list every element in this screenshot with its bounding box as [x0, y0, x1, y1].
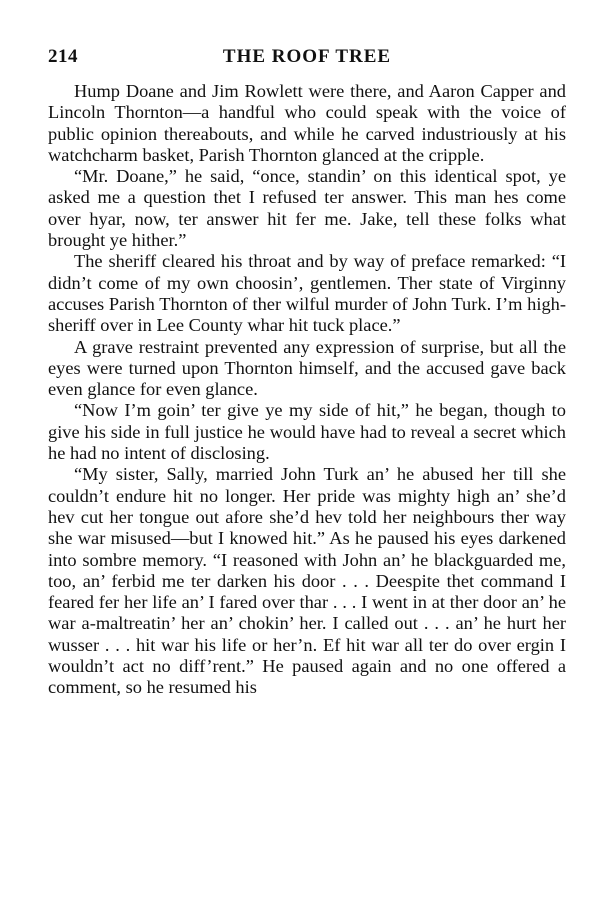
body-text	[48, 81, 566, 699]
running-title: THE ROOF TREE	[222, 46, 392, 67]
paragraph: The sheriff cleared his throat and by way of preface remarked: “I didn’t come of my own choosin’, gentlemen. Ther state of Virginny accuses Parish Thornton of ther wilful murder of John Turk. I’m high-sheriff over in Lee County whar hit tuck place.”	[48, 251, 566, 336]
page-number: 214	[48, 46, 78, 67]
paragraph: “Mr. Doane,” he said, “once, standin’ on this identical spot, ye asked me a question thet I refused ter answer. This man hes come over hyar, now, ter answer hit fer me. Jake, tell these folks what brought ye hither.”	[48, 166, 566, 251]
paragraph: Hump Doane and Jim Rowlett were there, and Aaron Capper and Lincoln Thornton—a handful who could speak with the voice of public opinion thereabouts, and while he carved industriously at his watchcharm basket, Parish Thornton glanced at the cripple.	[48, 81, 566, 165]
paragraph: “Now I’m goin’ ter give ye my side of hit,” he began, though to give his side in full justice he would have had to reveal a secret which he had no intent of disclosing.	[48, 400, 566, 464]
paragraph: “My sister, Sally, married John Turk an’ he abused her till she couldn’t endure hit no longer. Her pride was mighty high an’ she’d hev cut her tongue out afore she’d hev told her neighbours ther way she war misused—but I knowed hit.” As he paused his eyes darkened into sombre memory. “I reasoned with John an’ he blackguarded me, too, an’ ferbid me ter darken his door . . . Deespite thet command I feared fer her life an’ I fared over thar . . . I went in at ther door an’ he war a-maltreatin’ her an’ chokin’ her. I called out . . . an’ he hurt her wusser . . . hit war his life or her’n. Ef hit war all ter do over ergin I wouldn’t act no diff’rent.” He paused again and no one offered a comment, so he resumed his	[48, 464, 566, 698]
page-header	[48, 46, 566, 72]
paragraph: A grave restraint prevented any expression of surprise, but all the eyes were turned upon Thornton himself, and the accused gave back even glance for even glance.	[48, 336, 566, 400]
